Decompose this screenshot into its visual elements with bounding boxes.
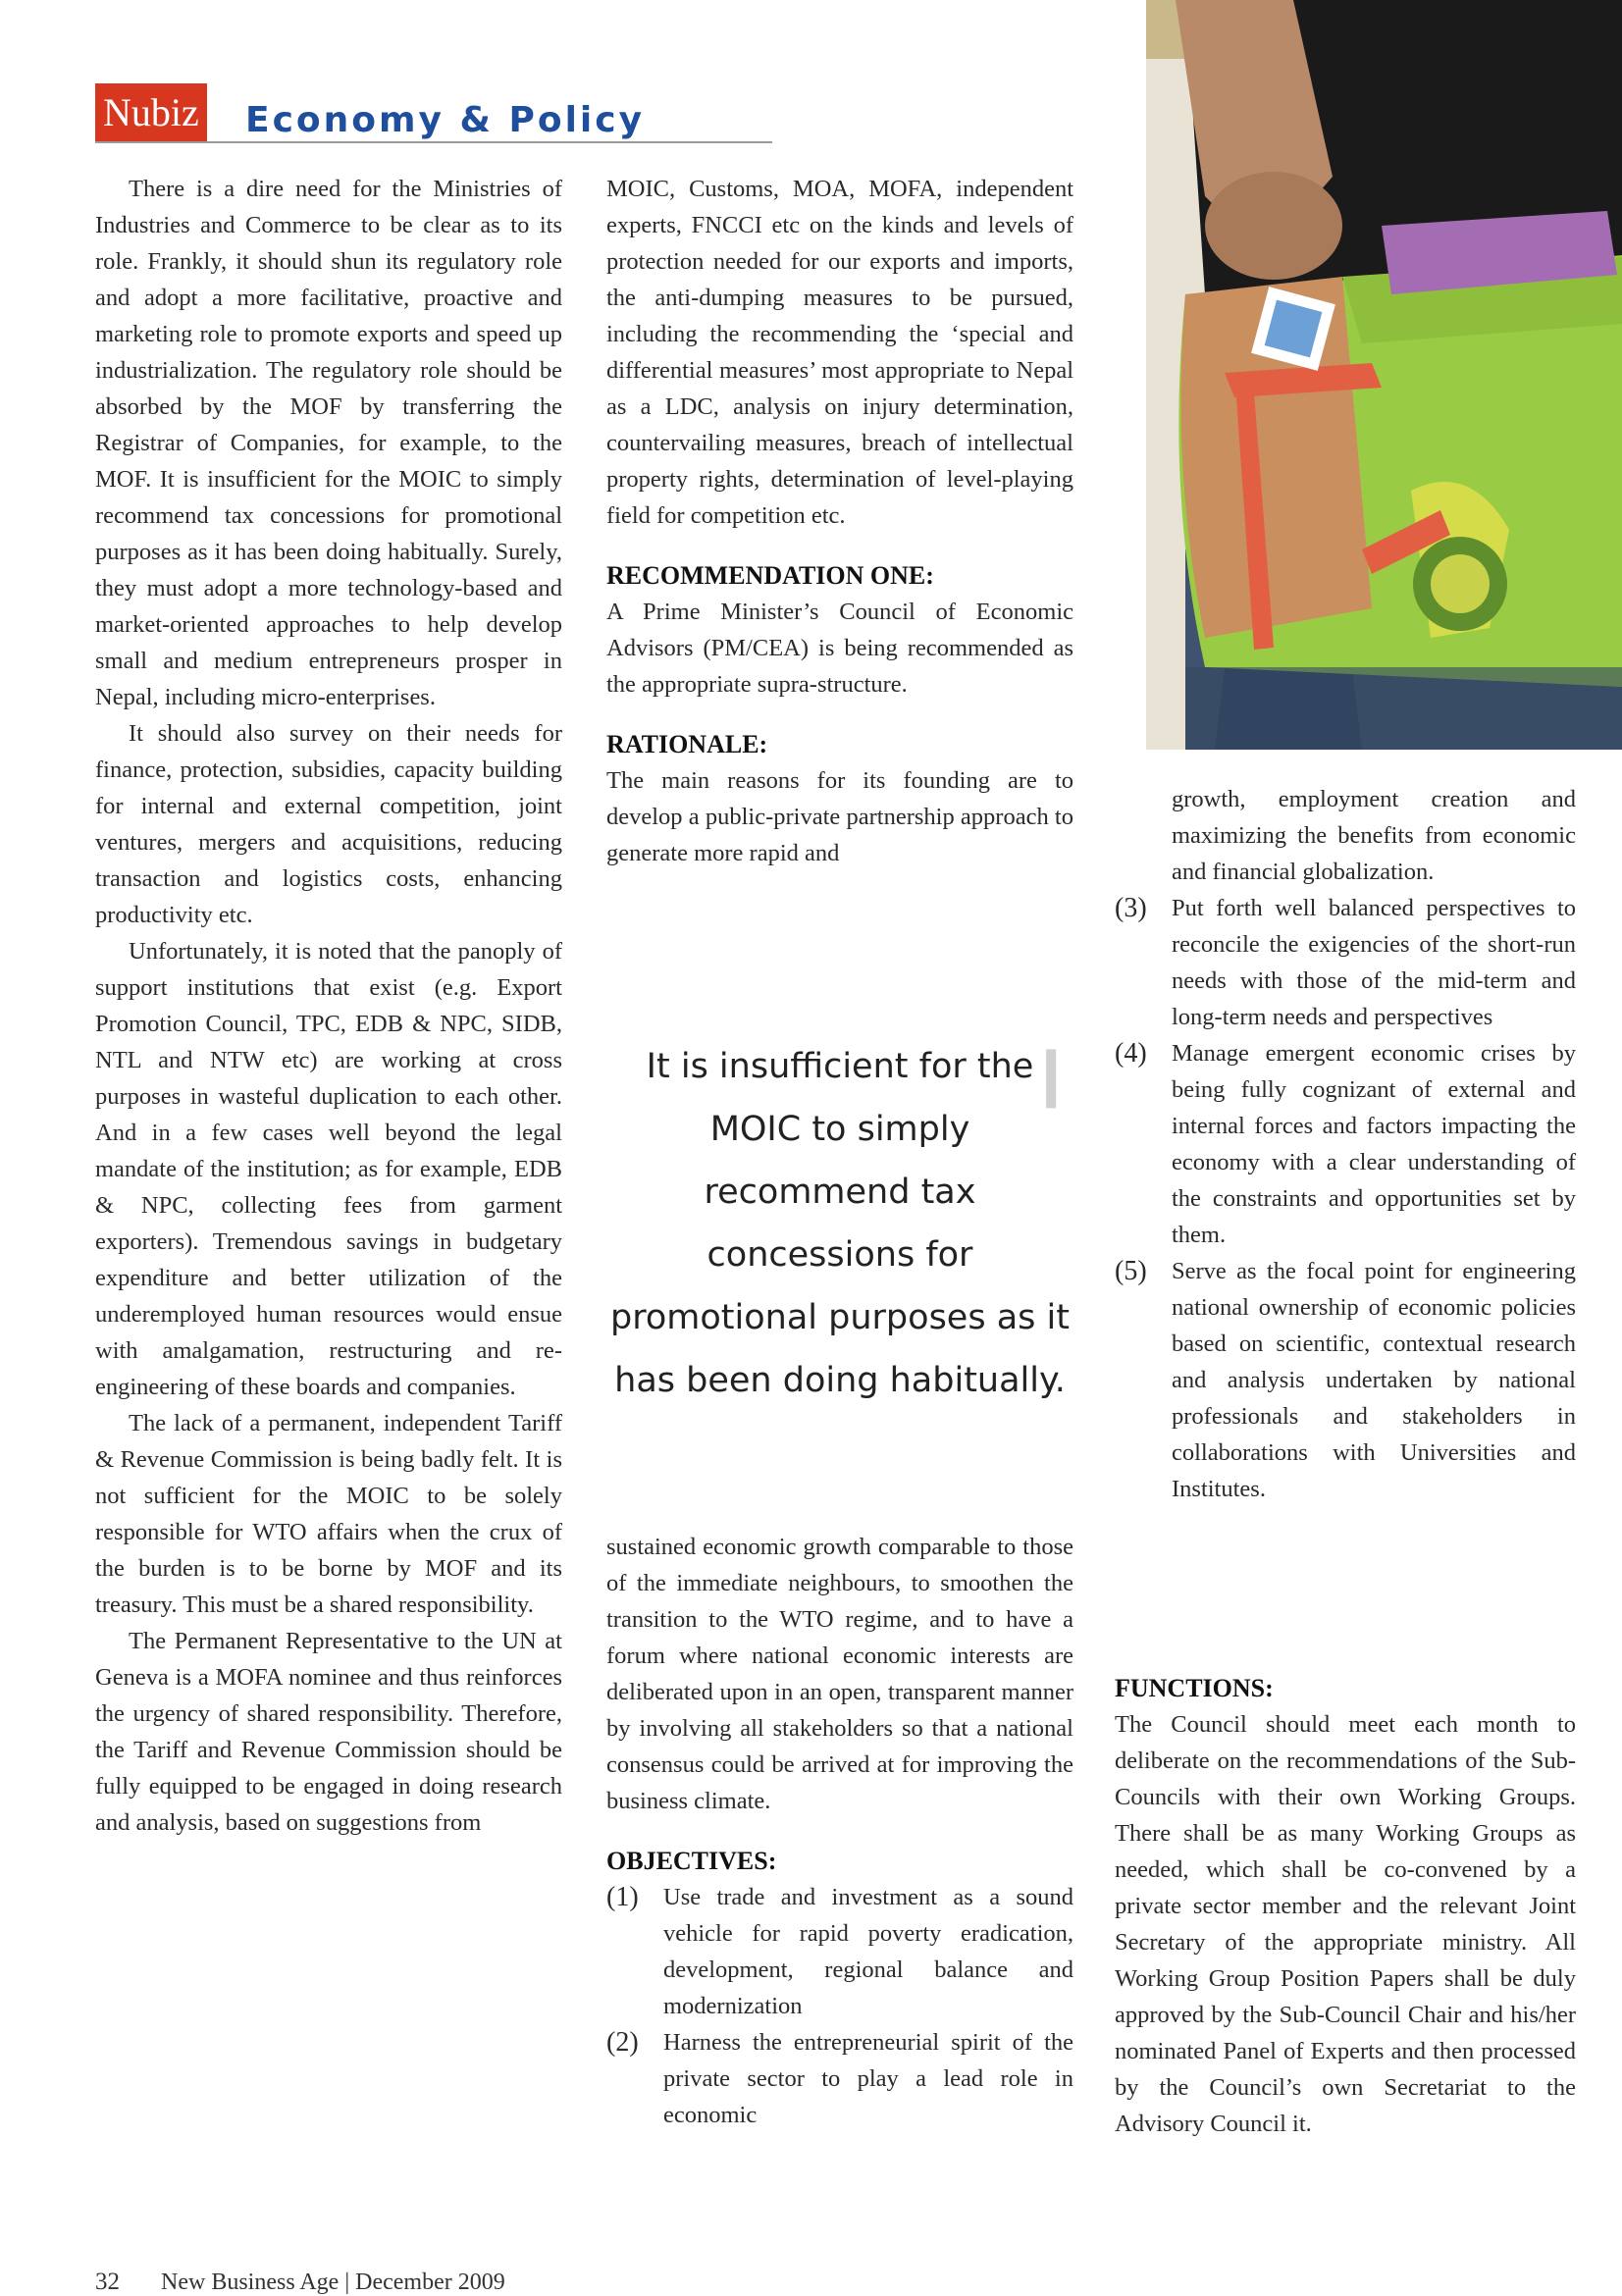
- list-item: [1115, 1253, 1576, 1507]
- column-3-functions: [1115, 1670, 1576, 2142]
- objectives-list-continued: [1115, 781, 1576, 1507]
- list-number: (4): [1115, 1038, 1147, 1069]
- list-number: (3): [1115, 893, 1147, 923]
- paragraph: There is a dire need for the Ministries of Industries and Commerce to be clear as to its role. Frankly, it should shun its regulatory role and adopt a more facilitative, proactive and marketing role to promote exports and speed up industrialization. The regulatory role should be absorbed by the MOF by transferring the Registrar of Companies, for example, to the MOF. It is insufficient for the MOIC to simply recommend tax concessions for promotional purposes as it has been doing habitually. Surely, they must adopt a more technology-based and market-oriented approaches to help develop small and medium entrepreneurs prosper in Nepal, including micro-enterprises.: [95, 176, 562, 710]
- paragraph: The Permanent Representative to the UN at Geneva is a MOFA nominee and thus reinforces the urgency of shared responsibility. Therefore, the Tariff and Revenue Commission should be fully equipped to be engaged in doing research and analysis, based on suggestions from: [95, 1628, 562, 1836]
- list-text: Use trade and investment as a sound vehicle for rapid poverty eradication, development, regional balance and modernization: [663, 1884, 1073, 2019]
- page-footer: [95, 2269, 505, 2296]
- column-3: [1115, 781, 1576, 1507]
- list-item: [1115, 890, 1576, 1035]
- section-title: Economy & Policy: [245, 100, 646, 140]
- paragraph: Unfortunately, it is noted that the panoply of support institutions that exist (e.g. Export Promotion Council, TPC, EDB & NPC, SIDB, NTL and NTW etc) are working at cross purposes in wasteful duplication to each other. And in a few cases well beyond the legal mandate of the institution; as for example, EDB & NPC, collecting fees from garment exporters). Tremendous savings in budgetary expenditure and better utilization of the underemployed human resources would ensue with amalgamation, restructuring and re-engineering of these boards and companies.: [95, 938, 562, 1400]
- list-text: Manage emergent economic crises by being fully cognizant of external and internal forces and factors impacting the economy with a clear understanding of the constraints and opportunities set by them.: [1172, 1040, 1576, 1248]
- list-text: Harness the entrepreneurial spirit of the private sector to play a lead role in economic: [663, 2029, 1073, 2128]
- paragraph: The Council should meet each month to deliberate on the recommendations of the Sub-Councils with their own Working Groups. There shall be as many Working Groups as needed, which shall be co-convened by a private sector member and the relevant Joint Secretary of the appropriate ministry. All Working Group Position Papers shall be duly approved by the Sub-Council Chair and his/her nominated Panel of Experts and then processed by the Council’s own Secretariat to the Advisory Council it.: [1115, 1711, 1576, 2137]
- bag-photo: [1146, 0, 1622, 750]
- list-text: Serve as the focal point for engineering national ownership of economic policies based on scientific, contextual research and analysis undertaken by national professionals and stakeholders in collaborations with Universities and Institutes.: [1172, 1258, 1576, 1502]
- objectives-list: [606, 1879, 1073, 2133]
- column-2-top: [606, 171, 1073, 871]
- pull-quote: It is insufficient for the MOIC to simply recommend tax concessions for promotional purposes as it has been doing habitually.: [610, 1047, 1070, 1400]
- page-number: 32: [95, 2269, 120, 2295]
- list-number: (5): [1115, 1256, 1147, 1286]
- list-item: [1115, 1035, 1576, 1253]
- column-2-bottom: [606, 1529, 1073, 2133]
- list-text: growth, employment creation and maximizing the benefits from economic and financial globalization.: [1172, 786, 1576, 885]
- paragraph: The main reasons for its founding are to develop a public-private partnership approach to generate more rapid and: [606, 767, 1073, 866]
- section-tag: Nubiz: [95, 83, 207, 142]
- paragraph: The lack of a permanent, independent Tariff & Revenue Commission is being badly felt. It is not sufficient for the MOIC to be solely responsible for WTO affairs when the crux of the burden is to be borne by MOF and its treasury. This must be a shared responsibility.: [95, 1410, 562, 1618]
- header-rule: [95, 141, 772, 143]
- list-item: [1115, 781, 1576, 890]
- heading-rationale: RATIONALE:: [606, 730, 768, 758]
- list-item: [606, 1879, 1073, 2024]
- quote-mark-icon: ❙: [1026, 1040, 1076, 1109]
- jute-bag-photo-icon: [1146, 0, 1622, 750]
- publication-info: New Business Age | December 2009: [161, 2270, 505, 2295]
- paragraph: It should also survey on their needs for finance, protection, subsidies, capacity building for internal and external competition, joint ventures, mergers and acquisitions, reducing transaction and logistics costs, enhancing productivity etc.: [95, 720, 562, 928]
- paragraph: sustained economic growth comparable to those of the immediate neighbours, to smoothen the transition to the WTO regime, and to have a forum where national economic interests are deliberated upon in an open, transparent manner by involving all stakeholders so that a national consensus could be arrived at for improving the business climate.: [606, 1534, 1073, 1814]
- heading-functions: FUNCTIONS:: [1115, 1674, 1274, 1702]
- heading-objectives: OBJECTIVES:: [606, 1847, 777, 1875]
- heading-recommendation-one: RECOMMENDATION ONE:: [606, 561, 934, 590]
- list-item: [606, 2024, 1073, 2133]
- paragraph: A Prime Minister’s Council of Economic Advisors (PM/CEA) is being recommended as the appropriate supra-structure.: [606, 599, 1073, 698]
- list-text: Put forth well balanced perspectives to reconcile the exigencies of the short-run needs with those of the mid-term and long-term needs and perspectives: [1172, 895, 1576, 1030]
- column-1: [95, 171, 562, 1841]
- paragraph: MOIC, Customs, MOA, MOFA, independent experts, FNCCI etc on the kinds and levels of protection needed for our exports and imports, the anti-dumping measures to be pursued, including the recommending the ‘special and differential measures’ most appropriate to Nepal as a LDC, analysis on injury determination, countervailing measures, breach of intellectual property rights, determination of level-playing field for competition etc.: [606, 176, 1073, 529]
- list-number: (1): [606, 1882, 639, 1912]
- list-number: (2): [606, 2027, 639, 2058]
